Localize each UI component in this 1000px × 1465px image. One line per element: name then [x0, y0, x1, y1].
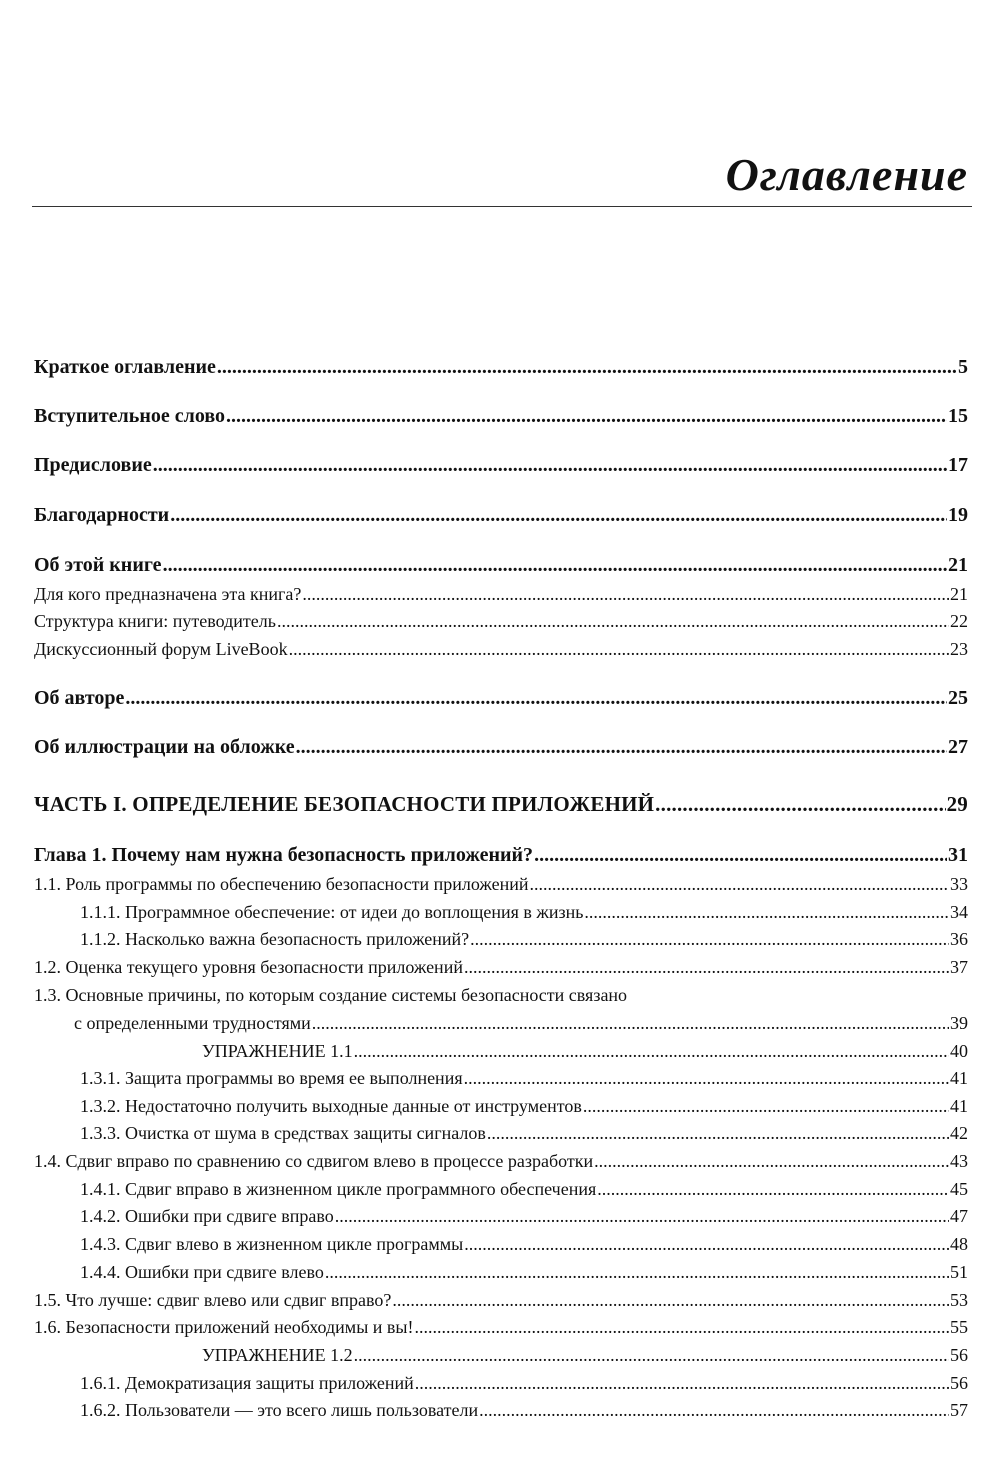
toc-page-number: 17	[948, 454, 968, 476]
toc-entry[interactable]	[34, 640, 968, 658]
toc-page-number: 5	[958, 356, 968, 378]
toc-leader	[464, 1069, 949, 1087]
toc-leader	[594, 1152, 949, 1170]
toc-leader	[655, 794, 945, 815]
toc-leader	[289, 640, 949, 658]
toc-entry[interactable]	[34, 1069, 968, 1087]
toc-page-number: 34	[950, 902, 968, 922]
toc-page-number: 19	[948, 504, 968, 526]
toc-entry-label: 1.4.2. Ошибки при сдвиге вправо	[80, 1206, 334, 1226]
toc-page-number: 31	[948, 844, 968, 866]
toc-leader	[226, 406, 947, 426]
toc-page-number: 36	[950, 929, 968, 949]
toc-page-number: 55	[950, 1317, 968, 1337]
toc-entry[interactable]	[34, 1263, 968, 1281]
toc-entry[interactable]	[34, 406, 968, 426]
title-divider	[32, 206, 972, 207]
toc-entry-label: 1.3. Основные причины, по которым создание системы безопасности связано	[34, 985, 628, 1005]
toc-leader	[534, 845, 947, 865]
toc-entry[interactable]	[34, 1374, 968, 1392]
toc-entry[interactable]	[34, 1318, 968, 1336]
toc-page-number: 45	[950, 1179, 968, 1199]
toc-entry-label: Краткое оглавление	[34, 356, 216, 378]
toc-entry[interactable]	[34, 903, 968, 921]
toc-entry[interactable]	[34, 875, 968, 893]
toc-leader	[335, 1207, 949, 1225]
toc-leader	[464, 958, 949, 976]
toc-page-number: 37	[950, 957, 968, 977]
toc-page-number: 41	[950, 1068, 968, 1088]
toc-entry[interactable]	[34, 357, 968, 377]
toc-leader	[296, 737, 947, 757]
toc-entry[interactable]	[34, 1291, 968, 1309]
toc-entry-label: с определенными трудностями	[74, 1013, 311, 1033]
toc-entry-label: Предисловие	[34, 454, 152, 476]
toc-leader	[217, 357, 957, 377]
toc-page-number: 57	[950, 1400, 968, 1420]
toc-page-number: 41	[950, 1096, 968, 1116]
toc-leader	[487, 1124, 949, 1142]
toc-entry-label: 1.1.1. Программное обеспечение: от идеи до воплощения в жизнь	[80, 902, 584, 922]
toc-leader	[597, 1180, 949, 1198]
toc-entry-label: 1.6.1. Демократизация защиты приложений	[80, 1373, 414, 1393]
toc-entry-label: 1.1. Роль программы по обеспечению безопасности приложений	[34, 874, 529, 894]
toc-entry[interactable]	[34, 986, 968, 1004]
toc-entry[interactable]	[34, 688, 968, 708]
toc-leader	[392, 1291, 949, 1309]
toc-leader	[312, 1014, 949, 1032]
toc-entry[interactable]	[34, 1124, 968, 1142]
toc-leader	[354, 1346, 949, 1364]
toc-page-number: 22	[950, 611, 968, 631]
toc-leader	[479, 1401, 949, 1419]
toc-entry-label: Об этой книге	[34, 554, 162, 576]
toc-entry-label: 1.4.1. Сдвиг вправо в жизненном цикле программного обеспечения	[80, 1179, 597, 1199]
toc-entry[interactable]	[34, 585, 968, 603]
toc-page-number: 39	[950, 1013, 968, 1033]
toc-entry-label: Об иллюстрации на обложке	[34, 736, 295, 758]
toc-part-entry[interactable]	[34, 794, 968, 815]
toc-entry-label: УПРАЖНЕНИЕ 1.2	[202, 1345, 353, 1365]
toc-entry-label: Для кого предназначена эта книга?	[34, 584, 302, 604]
toc-entry[interactable]	[34, 505, 968, 525]
toc-entry[interactable]	[34, 737, 968, 757]
toc-entry-continuation[interactable]	[34, 1014, 968, 1032]
toc-entry-label: Об авторе	[34, 687, 125, 709]
page-title: Оглавление	[725, 149, 968, 200]
toc-entry-label: 1.3.1. Защита программы во время ее выполнения	[80, 1068, 463, 1088]
toc-entry-label: 1.2. Оценка текущего уровня безопасности приложений	[34, 957, 463, 977]
toc-leader	[325, 1263, 949, 1281]
toc-entry-label: УПРАЖНЕНИЕ 1.1	[202, 1041, 353, 1061]
toc-page-number: 43	[950, 1151, 968, 1171]
toc-page-number: 21	[950, 584, 968, 604]
toc-entry-label: Глава 1. Почему нам нужна безопасность приложений?	[34, 844, 534, 866]
toc-leader	[125, 688, 947, 708]
toc-page-number: 47	[950, 1206, 968, 1226]
toc-leader	[470, 930, 949, 948]
toc-leader	[583, 1097, 949, 1115]
toc-entry-label: 1.4.4. Ошибки при сдвиге влево	[80, 1262, 324, 1282]
toc-leader	[170, 505, 947, 525]
toc-entry-label: 1.3.2. Недостаточно получить выходные данные от инструментов	[80, 1096, 582, 1116]
toc-leader	[464, 1235, 949, 1253]
toc-entry[interactable]	[34, 1235, 968, 1253]
toc-entry-label: ЧАСТЬ I. ОПРЕДЕЛЕНИЕ БЕЗОПАСНОСТИ ПРИЛОЖЕНИЙ	[34, 792, 655, 816]
toc-entry-label: Благодарности	[34, 504, 170, 526]
toc-entry-label: Структура книги: путеводитель	[34, 611, 276, 631]
toc-page-number: 40	[950, 1041, 968, 1061]
toc-page-number: 29	[946, 792, 968, 816]
toc-page-number: 33	[950, 874, 968, 894]
toc-entry-label: 1.6. Безопасности приложений необходимы и вы!	[34, 1317, 414, 1337]
toc-chapter-entry[interactable]	[34, 845, 968, 865]
toc-entry-label: 1.4.3. Сдвиг влево в жизненном цикле программы	[80, 1234, 464, 1254]
toc-entry-label: 1.3.3. Очистка от шума в средствах защиты сигналов	[80, 1123, 486, 1143]
toc-entry-label: Дискуссионный форум LiveBook	[34, 639, 288, 659]
toc-entry-label: Вступительное слово	[34, 405, 225, 427]
toc-page-number: 56	[950, 1373, 968, 1393]
toc-leader	[163, 555, 947, 575]
toc-leader	[415, 1374, 949, 1392]
toc-leader	[277, 612, 949, 630]
toc-leader	[530, 875, 949, 893]
toc-entry[interactable]	[34, 958, 968, 976]
toc-entry[interactable]	[34, 555, 968, 575]
toc-leader	[302, 585, 949, 603]
toc-leader	[354, 1042, 949, 1060]
toc-entry[interactable]	[34, 612, 968, 630]
toc-page-number: 23	[950, 639, 968, 659]
toc-entry-label: 1.1.2. Насколько важна безопасность приложений?	[80, 929, 470, 949]
toc-entry-label: 1.6.2. Пользователи — это всего лишь пользователи	[80, 1400, 479, 1420]
toc-entry[interactable]	[34, 1152, 968, 1170]
toc-entry-label: 1.5. Что лучше: сдвиг влево или сдвиг вправо?	[34, 1290, 392, 1310]
toc-entry[interactable]	[34, 1401, 968, 1419]
toc-page-number: 51	[950, 1262, 968, 1282]
toc-page-number: 27	[948, 736, 968, 758]
toc-page-number: 48	[950, 1234, 968, 1254]
toc-entry[interactable]	[34, 1180, 968, 1198]
toc-page-number: 56	[950, 1345, 968, 1365]
toc-exercise-entry[interactable]	[34, 1042, 968, 1060]
toc-leader	[584, 903, 949, 921]
toc-page-number: 42	[950, 1123, 968, 1143]
toc-entry[interactable]	[34, 1207, 968, 1225]
toc-entry[interactable]	[34, 455, 968, 475]
toc-entry-label: 1.4. Сдвиг вправо по сравнению со сдвигом влево в процессе разработки	[34, 1151, 594, 1171]
toc-page-number: 25	[948, 687, 968, 709]
toc-page-number: 21	[948, 554, 968, 576]
toc-entry[interactable]	[34, 1097, 968, 1115]
toc-entry[interactable]	[34, 930, 968, 948]
toc-page-number: 15	[948, 405, 968, 427]
toc-exercise-entry[interactable]	[34, 1346, 968, 1364]
toc-leader	[153, 455, 947, 475]
toc-leader	[415, 1318, 949, 1336]
toc-page-number: 53	[950, 1290, 968, 1310]
